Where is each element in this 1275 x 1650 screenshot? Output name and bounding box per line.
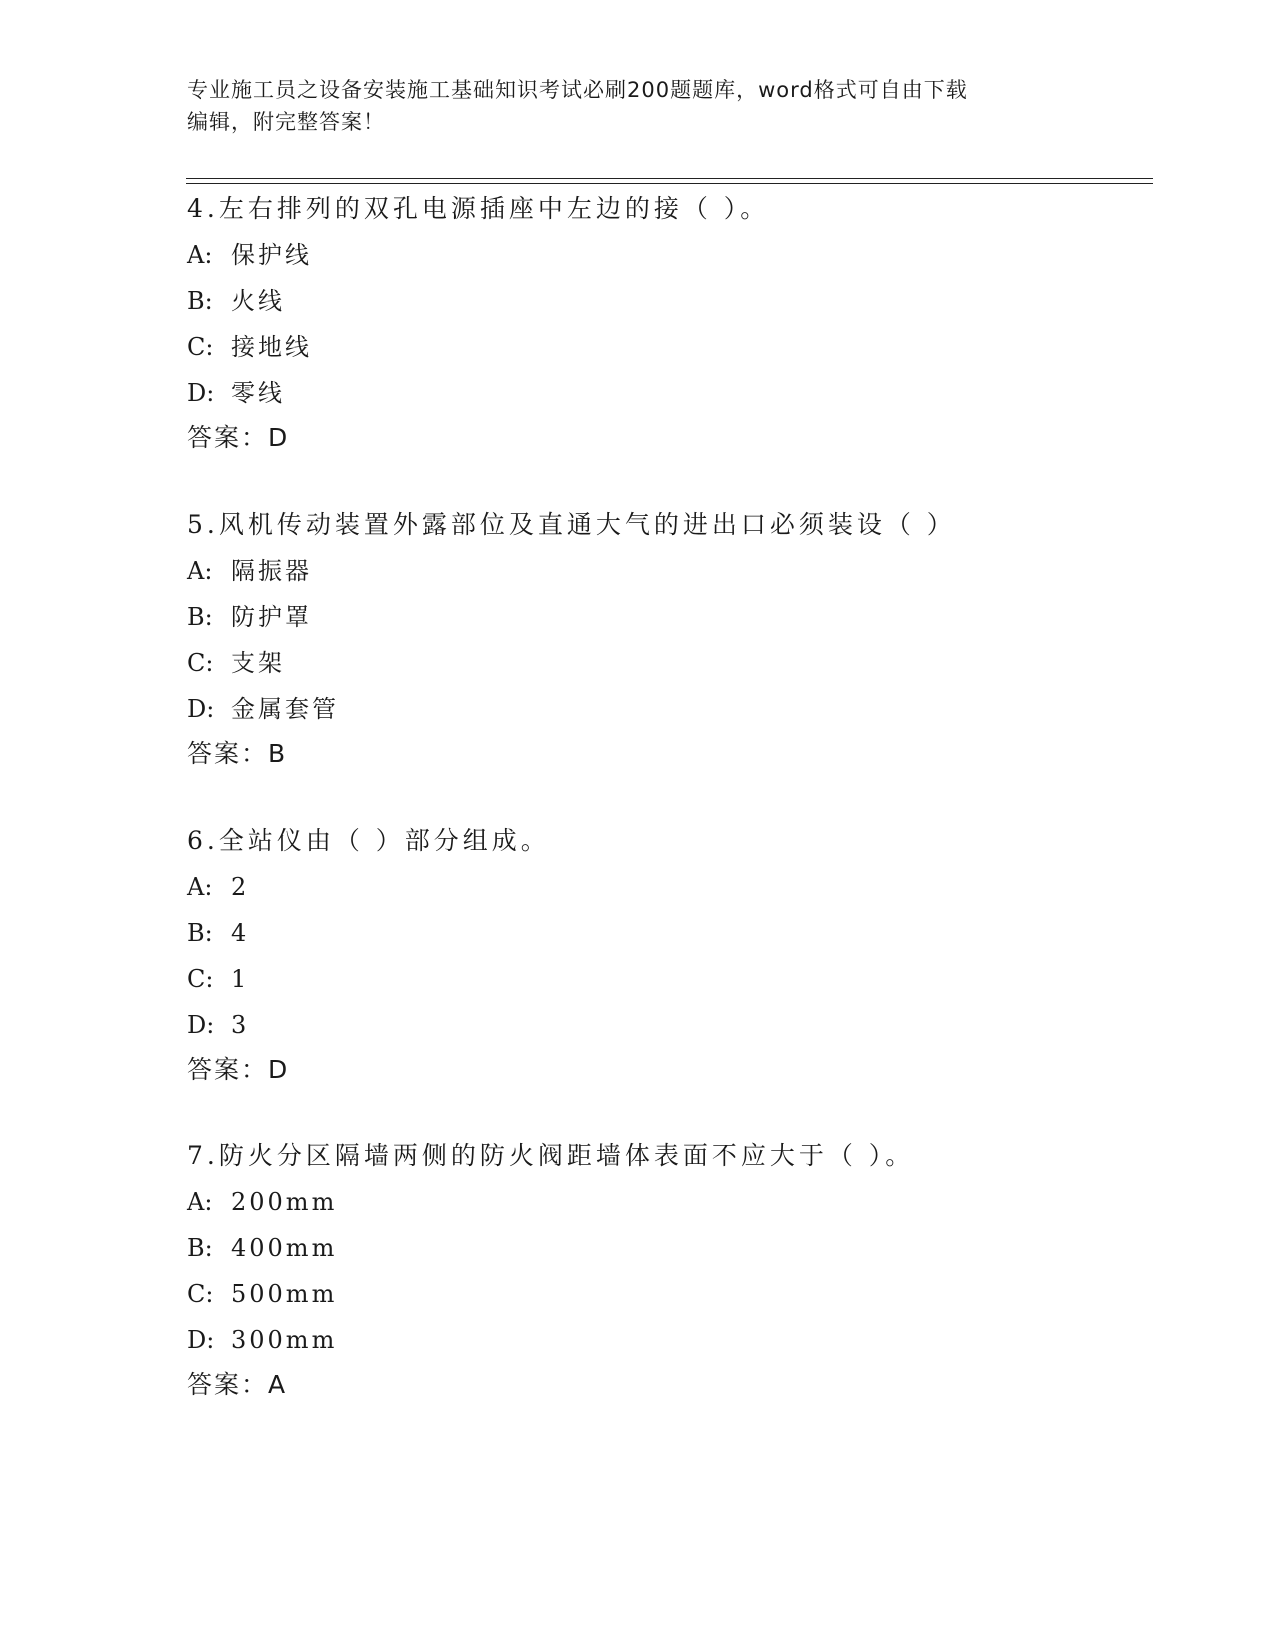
option-d xyxy=(187,686,1147,732)
option-text: 2 xyxy=(231,873,250,901)
option-text: 4 xyxy=(231,919,250,947)
option-letter: A: xyxy=(187,873,213,901)
option-letter: D: xyxy=(187,695,215,723)
option-text: 500mm xyxy=(231,1280,338,1308)
option-text: 3 xyxy=(231,1011,250,1039)
option-letter: B: xyxy=(187,919,213,947)
option-text: 接地线 xyxy=(231,333,312,361)
option-letter: D: xyxy=(187,1326,215,1354)
option-letter: D: xyxy=(187,379,215,407)
question-stem: 5.风机传动装置外露部位及直通大气的进出口必须装设（ ） xyxy=(187,510,956,539)
document-header xyxy=(187,74,1087,138)
answer-line: 答案：A xyxy=(187,1370,288,1399)
option-text: 200mm xyxy=(231,1188,338,1216)
question-7 xyxy=(187,1133,1147,1407)
option-b xyxy=(187,594,1147,640)
option-text: 300mm xyxy=(231,1326,338,1354)
header-title-line-2: 编辑，附完整答案！ xyxy=(187,110,385,134)
option-b xyxy=(187,1225,1147,1271)
option-letter: C: xyxy=(187,965,214,993)
question-5 xyxy=(187,502,1147,776)
option-letter: C: xyxy=(187,1280,214,1308)
answer-line: 答案：B xyxy=(187,739,288,768)
header-divider-bottom xyxy=(186,183,1153,184)
option-a xyxy=(187,864,1147,910)
option-text: 火线 xyxy=(231,287,285,315)
option-c xyxy=(187,956,1147,1002)
question-stem: 7.防火分区隔墙两侧的防火阀距墙体表面不应大于（ ）。 xyxy=(187,1141,915,1170)
option-d xyxy=(187,1002,1147,1048)
option-text: 400mm xyxy=(231,1234,338,1262)
option-b xyxy=(187,910,1147,956)
question-stem: 6.全站仪由（ ）部分组成。 xyxy=(187,826,550,855)
option-text: 零线 xyxy=(231,379,285,407)
question-stem: 4.左右排列的双孔电源插座中左边的接（ ）。 xyxy=(187,194,770,223)
option-d xyxy=(187,370,1147,416)
option-d xyxy=(187,1317,1147,1363)
question-4 xyxy=(187,186,1147,460)
option-letter: A: xyxy=(187,557,213,585)
option-letter: B: xyxy=(187,1234,213,1262)
option-text: 金属套管 xyxy=(231,695,339,723)
answer-line: 答案：D xyxy=(187,423,290,452)
option-c xyxy=(187,1271,1147,1317)
option-letter: B: xyxy=(187,287,213,315)
option-b xyxy=(187,278,1147,324)
answer-line: 答案：D xyxy=(187,1055,290,1084)
option-c xyxy=(187,324,1147,370)
option-c xyxy=(187,640,1147,686)
header-title-line-1: 专业施工员之设备安装施工基础知识考试必刷200题题库，word格式可自由下载 xyxy=(187,78,968,102)
option-text: 隔振器 xyxy=(231,557,312,585)
header-divider-top xyxy=(186,178,1153,179)
option-a xyxy=(187,548,1147,594)
option-letter: C: xyxy=(187,333,214,361)
option-a xyxy=(187,1179,1147,1225)
option-letter: C: xyxy=(187,649,214,677)
option-text: 保护线 xyxy=(231,241,312,269)
option-text: 1 xyxy=(231,965,250,993)
option-a xyxy=(187,232,1147,278)
question-6 xyxy=(187,818,1147,1092)
option-letter: D: xyxy=(187,1011,215,1039)
option-text: 支架 xyxy=(231,649,285,677)
option-letter: A: xyxy=(187,1188,213,1216)
option-letter: B: xyxy=(187,603,213,631)
option-text: 防护罩 xyxy=(231,603,312,631)
option-letter: A: xyxy=(187,241,213,269)
